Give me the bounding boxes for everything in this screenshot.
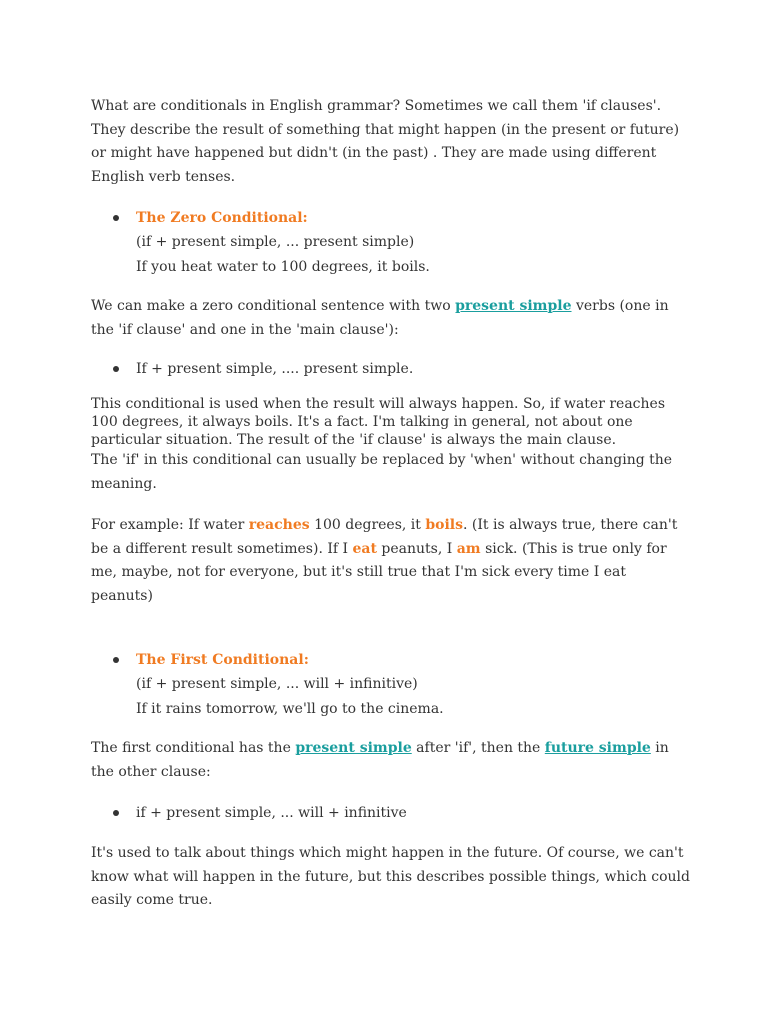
article xyxy=(91,95,691,913)
zero-conditional-heading-item xyxy=(91,206,691,230)
first-conditional-formula: (if + present simple, ... will + infinitive) xyxy=(136,676,418,692)
bullet-icon xyxy=(113,215,119,221)
future-simple-link[interactable]: future simple xyxy=(544,740,651,756)
zero-conditional-usage: This conditional is used when the result will always happen. So, if water reaches 100 degrees, it always boils. It's a fact. I'm talking in general, not about one particular situation. The result of the 'if clause' is always the main clause. xyxy=(91,396,666,448)
text-segment: sick. (This is true only for me, maybe, not for everyone, but it's still true that I'm sick every time I eat peanuts) xyxy=(91,540,667,604)
text-segment: For example: If water xyxy=(91,517,249,533)
first-conditional-explanation xyxy=(91,737,691,784)
text-segment: . (It is always true, there can't be a different result sometimes). If I xyxy=(91,517,678,557)
first-conditional-section xyxy=(91,648,691,721)
text-segment: verbs (one in the 'if clause' and one in the 'main clause'): xyxy=(91,298,669,338)
present-simple-link[interactable]: present simple xyxy=(295,740,412,756)
zero-conditional-explanation xyxy=(91,295,691,342)
text-segment: 100 degrees, it xyxy=(309,517,426,533)
highlight-boils: boils xyxy=(425,517,464,533)
highlight-am: am xyxy=(456,540,481,557)
text-segment: in the other clause: xyxy=(91,740,669,780)
bullet-icon xyxy=(113,366,119,372)
text-segment: peanuts, I xyxy=(376,540,457,557)
first-conditional-rule-item xyxy=(91,801,691,825)
first-conditional-heading: The First Conditional: xyxy=(136,652,309,668)
first-conditional-usage: It's used to talk about things which might happen in the future. Of course, we can't know what will happen in the future, but this describes possible things, which could easily come true. xyxy=(91,845,690,908)
first-conditional-example: If it rains tomorrow, we'll go to the cinema. xyxy=(136,700,444,717)
zero-conditional-rule-item xyxy=(91,357,691,381)
bullet-icon xyxy=(113,810,119,816)
zero-conditional-rule: If + present simple, .... present simple. xyxy=(136,361,414,377)
when-replacement-note: The 'if' in this conditional can usually be replaced by 'when' without changing the meaning. xyxy=(91,452,673,492)
zero-conditional-heading: The Zero Conditional: xyxy=(136,210,308,226)
first-conditional-heading-item xyxy=(91,648,691,672)
zero-conditional-formula: (if + present simple, ... present simple) xyxy=(136,234,415,250)
highlight-reaches: reaches xyxy=(248,517,310,533)
text-segment: after 'if', then the xyxy=(411,740,545,756)
text-segment: We can make a zero conditional sentence with two xyxy=(91,298,456,314)
zero-conditional-example: If you heat water to 100 degrees, it boils. xyxy=(136,258,430,275)
present-simple-link[interactable]: present simple xyxy=(455,298,572,314)
zero-conditional-section xyxy=(91,206,691,279)
intro-paragraph: What are conditionals in English grammar? Sometimes we call them 'if clauses'. They describe the result of something that might happen (in the present or future) or might have happened but didn't (in the past) . They are made using different English verb tenses. xyxy=(91,98,680,185)
text-segment: The first conditional has the xyxy=(91,740,296,756)
zero-conditional-examples-paragraph xyxy=(91,514,691,608)
highlight-eat: eat xyxy=(352,540,377,557)
first-conditional-rule: if + present simple, ... will + infinitive xyxy=(136,805,407,821)
bullet-icon xyxy=(113,657,119,663)
